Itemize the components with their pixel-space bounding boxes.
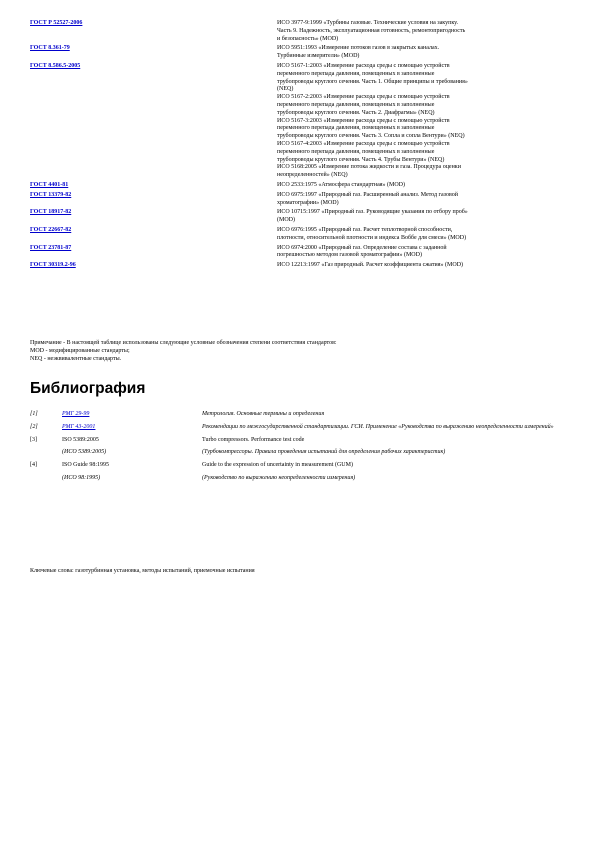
standard-code-link[interactable]: ГОСТ 13379-82 — [30, 191, 72, 198]
international-standard-cell — [277, 245, 570, 261]
description-line: ИСО 5168:2005 «Измерение потока жидкости и газа. Процедура оценки — [277, 164, 461, 171]
standard-code-cell — [30, 262, 277, 270]
standard-code-cell — [30, 192, 277, 208]
description-line: переменного перепада давления, помещенных в заполненные — [277, 125, 435, 132]
international-standard-cell — [277, 182, 570, 190]
table-note — [30, 339, 570, 363]
description-line: ИСО 5167-1:2003 «Измерение расхода среды с помощью устройств — [277, 62, 450, 69]
table-row — [30, 63, 570, 180]
standard-code-cell — [30, 63, 277, 180]
source-code: ISO 5389:2005 — [62, 436, 99, 443]
description-line: ИСО 6975:1997 «Природный газ. Расширенный анализ. Метод газовой — [277, 191, 458, 198]
table-row — [30, 245, 570, 261]
international-standard-cell — [277, 20, 570, 43]
description-line: ИСО 2533:1975 «Атмосфера стандартная» (MOD) — [277, 181, 406, 188]
standards-correspondence-table — [30, 20, 570, 272]
source-code-russian: (ИСО 98:1995) — [62, 474, 101, 481]
bibliography-number: [2] — [30, 423, 38, 430]
bibliography-number: [1] — [30, 411, 38, 417]
description-line: ИСО 5951:1993 «Измерение потоков газов в закрытых каналах. — [277, 45, 440, 52]
description-line: хроматографии» (MOD) — [277, 199, 339, 206]
description-line: Турбинные измерители» (MOD) — [277, 53, 360, 60]
description-line: ИСО 3977-9:1999 «Турбины газовые. Технические условия на закупку. — [277, 20, 459, 26]
note-line: NEQ - неэквивалентные стандарты. — [30, 356, 122, 362]
standard-code-cell — [30, 182, 277, 190]
standard-code-link[interactable]: ГОСТ 8.361-79 — [30, 45, 70, 52]
description-line: (NEQ) — [277, 86, 294, 93]
international-standard-cell — [277, 262, 570, 270]
description-line: ИСО 6976:1995 «Природный газ. Расчет теплотворной способности, — [277, 226, 453, 233]
standard-code-cell — [30, 20, 277, 43]
table-row — [30, 192, 570, 208]
description-line: переменного перепада давления, помещенных в заполненные — [277, 101, 435, 108]
standard-code-cell — [30, 245, 277, 261]
description-line: Часть 9. Надежность, эксплуатационная готовность, ремонтопригодность — [277, 27, 466, 34]
bibliography-heading: Библиография — [30, 380, 146, 397]
table-row — [30, 227, 570, 243]
title-translation: (Руководство по выражению неопределенности измерения) — [202, 474, 356, 481]
bibliography-item — [30, 437, 570, 458]
international-standard-cell — [277, 45, 570, 61]
note-line: Примечание - В настоящей таблице использованы следующие условные обозначения степени соответствия стандартов: — [30, 340, 337, 346]
standard-code-cell — [30, 45, 277, 61]
bibliography-title — [202, 411, 570, 419]
description-line: и безопасность» (MOD) — [277, 35, 339, 42]
bibliography-number: [3] — [30, 436, 37, 443]
bibliography-source — [62, 411, 202, 419]
note-line: MOD - модифицированные стандарты; — [30, 348, 130, 354]
bibliography-source-link[interactable]: РМГ 43-2001 — [62, 423, 96, 430]
description-line: ИСО 5167-3:2003 «Измерение расхода среды с помощью устройств — [277, 117, 450, 124]
bibliography-title — [202, 437, 570, 458]
table-row — [30, 262, 570, 270]
standard-code-link[interactable]: ГОСТ 4401-81 — [30, 181, 69, 188]
bibliography-item — [30, 462, 570, 483]
bibliography-source — [62, 424, 202, 432]
description-line: переменного перепада давления, помещенных в заполненные — [277, 70, 435, 77]
bibliography-number: [4] — [30, 462, 37, 469]
table-row — [30, 209, 570, 225]
international-standard-cell — [277, 209, 570, 225]
source-code: ISO Guide 98:1995 — [62, 462, 109, 469]
description-line: ИСО 6974:2000 «Природный газ. Определение состава с заданной — [277, 244, 447, 251]
bibliography-source-link[interactable]: РМГ 29-99 — [62, 411, 90, 417]
description-line: трубопроводы круглого сечения. Часть 2. Диафрагмы» (NEQ) — [277, 109, 435, 116]
bibliography-source — [62, 437, 202, 458]
bibliography-title — [202, 424, 570, 432]
table-row — [30, 20, 570, 43]
bibliography-item — [30, 411, 570, 419]
source-code-russian: (ИСО 5389:2005) — [62, 449, 107, 456]
international-standard-cell — [277, 63, 570, 180]
description-line: ИСО 10715:1997 «Природный газ. Руководящие указания по отбору проб» — [277, 209, 468, 216]
standard-code-link[interactable]: ГОСТ 23781-87 — [30, 244, 72, 251]
standard-code-link[interactable]: ГОСТ 8.586.5-2005 — [30, 62, 81, 69]
table-row — [30, 45, 570, 61]
description-line: ИСО 5167-4:2003 «Измерение расхода среды с помощью устройств — [277, 140, 450, 147]
title-text: Guide to the expression of uncertainty in measurement (GUM) — [202, 462, 353, 469]
standard-code-cell — [30, 209, 277, 225]
title-translation: (Турбокомпрессоры. Правила проведения испытаний для определения рабочих характеристик) — [202, 449, 446, 456]
description-line: погрешностью методом газовой хроматографии» (MOD) — [277, 252, 422, 259]
title-text: Turbo compressors. Performance test code — [202, 436, 305, 443]
bibliography-list — [30, 411, 570, 488]
international-standard-cell — [277, 192, 570, 208]
international-standard-cell — [277, 227, 570, 243]
title-text: Метрология. Основные термины и определения — [202, 411, 325, 417]
description-line: неопределенностей» (NEQ) — [277, 172, 348, 179]
standard-code-cell — [30, 227, 277, 243]
table-row — [30, 182, 570, 190]
standard-code-link[interactable]: ГОСТ 30319.2-96 — [30, 262, 76, 269]
bibliography-item — [30, 424, 570, 432]
description-line: плотности, относительной плотности и индекса Воббе для смеси» (MOD) — [277, 234, 467, 241]
standard-code-link[interactable]: ГОСТ 22667-82 — [30, 226, 72, 233]
description-line: трубопроводы круглого сечения. Часть 1. Общие принципы и требования» — [277, 78, 468, 85]
description-line: трубопроводы круглого сечения. Часть 4. Трубы Вентури» (NEQ) — [277, 156, 445, 163]
standard-code-link[interactable]: ГОСТ 18917-82 — [30, 209, 72, 216]
description-line: ИСО 5167-2:2003 «Измерение расхода среды с помощью устройств — [277, 94, 450, 101]
bibliography-title — [202, 462, 570, 483]
keywords-line: Ключевые слова: газотурбинная установка, методы испытаний, приемочные испытания — [30, 568, 255, 574]
description-line: ИСО 12213:1997 «Газ природный. Расчет коэффициента сжатия» (MOD) — [277, 262, 464, 269]
description-line: переменного перепада давления, помещенных в заполненные — [277, 148, 435, 155]
bibliography-source — [62, 462, 202, 483]
description-line: (MOD) — [277, 217, 295, 224]
standard-code-link[interactable]: ГОСТ Р 52527-2006 — [30, 20, 83, 26]
title-text: Рекомендации по межгосударственной стандартизации. ГСИ. Применение «Руководства по выражению неопределенности измерений» — [202, 423, 554, 430]
description-line: трубопроводы круглого сечения. Часть 3. Сопла и сопла Вентури» (NEQ) — [277, 133, 465, 140]
